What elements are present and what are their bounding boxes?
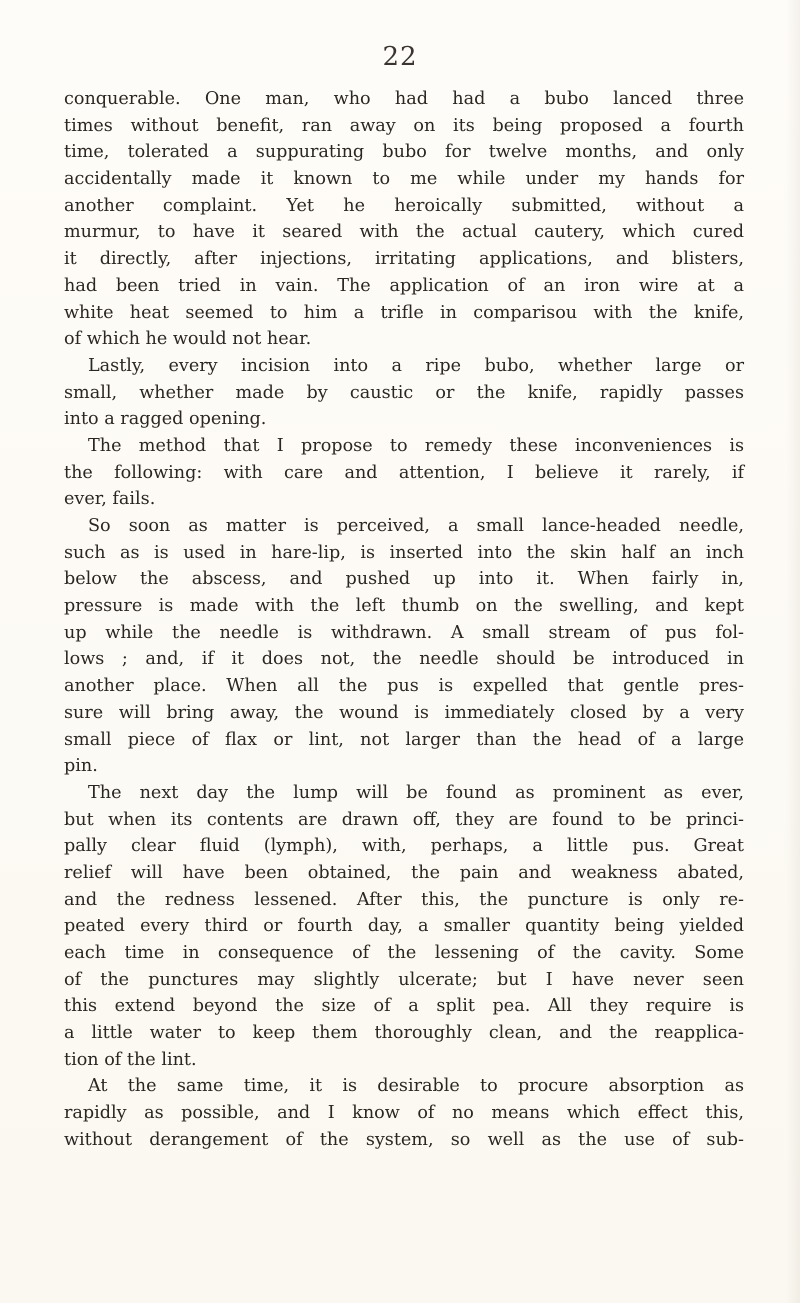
page-number: 22 — [382, 42, 418, 72]
text-line: accidentally made it known to me while under my hands for — [64, 169, 744, 190]
text-line: a little water to keep them thoroughly clean, and the reapplica- — [64, 1023, 744, 1044]
text-line: time, tolerated a suppurating bubo for twelve months, and only — [64, 142, 744, 163]
text-line: peated every third or fourth day, a smaller quantity being yielded — [64, 916, 744, 937]
text-line: another complaint. Yet he heroically submitted, without a — [64, 195, 744, 216]
text-line: up while the needle is withdrawn. A small stream of pus fol- — [64, 622, 744, 643]
text-line: another place. When all the pus is expelled that gentle pres- — [64, 676, 744, 697]
text-line: Lastly, every incision into a ripe bubo, whether large or — [88, 355, 744, 376]
text-line: lows ; and, if it does not, the needle should be introduced in — [64, 649, 744, 670]
text-line: of which he would not hear. — [64, 329, 312, 350]
text-line: the following: with care and attention, I believe it rarely, if — [64, 462, 744, 483]
text-line: pressure is made with the left thumb on the swelling, and kept — [64, 596, 744, 617]
text-line: So soon as matter is perceived, a small lance-headed needle, — [88, 516, 744, 536]
text-line: without derangement of the system, so well as the use of sub- — [64, 1129, 744, 1150]
text-line: but when its contents are drawn off, they are found to be princi- — [64, 809, 744, 830]
text-line: this extend beyond the size of a split pea. All they require is — [64, 996, 744, 1017]
text-line: white heat seemed to him a trifle in comparisou with the knife, — [64, 302, 744, 323]
text-line: The next day the lump will be found as prominent as ever, — [88, 782, 744, 803]
text-line: The method that I propose to remedy these inconveniences is — [88, 435, 744, 456]
text-line: of the punctures may slightly ulcerate; but I have never seen — [64, 969, 744, 990]
page-edge-shadow — [786, 0, 800, 1303]
text-line: tion of the lint. — [64, 1049, 197, 1070]
text-line: it directly, after injections, irritating applications, and blisters, — [64, 249, 744, 270]
text-line: small, whether made by caustic or the knife, rapidly passes — [64, 382, 744, 403]
text-line: times without benefit, ran away on its being proposed a fourth — [64, 115, 744, 136]
text-line: pin. — [64, 756, 98, 777]
body-text — [64, 86, 744, 1154]
text-line: below the abscess, and pushed up into it. When fairly in, — [64, 569, 744, 590]
text-line: ever, fails. — [64, 489, 156, 510]
text-line: had been tried in vain. The application of an iron wire at a — [64, 275, 744, 296]
text-line: such as is used in hare-lip, is inserted into the skin half an inch — [64, 542, 744, 563]
text-line: conquerable. One man, who had had a bubo lanced three — [64, 89, 744, 109]
text-line: and the redness lessened. After this, the puncture is only re- — [64, 889, 744, 910]
text-line: At the same time, it is desirable to procure absorption as — [88, 1076, 744, 1097]
text-line: murmur, to have it seared with the actual cautery, which cured — [64, 222, 744, 243]
text-line: relief will have been obtained, the pain and weakness abated, — [64, 862, 744, 883]
text-line: each time in consequence of the lessening of the cavity. Some — [64, 943, 744, 963]
text-line: rapidly as possible, and I know of no means which effect this, — [64, 1103, 744, 1124]
text-line: into a ragged opening. — [64, 409, 267, 430]
text-line: pally clear fluid (lymph), with, perhaps, a little pus. Great — [64, 836, 744, 857]
text-line: small piece of flax or lint, not larger than the head of a large — [64, 729, 744, 750]
text-line: sure will bring away, the wound is immediately closed by a very — [64, 702, 744, 723]
